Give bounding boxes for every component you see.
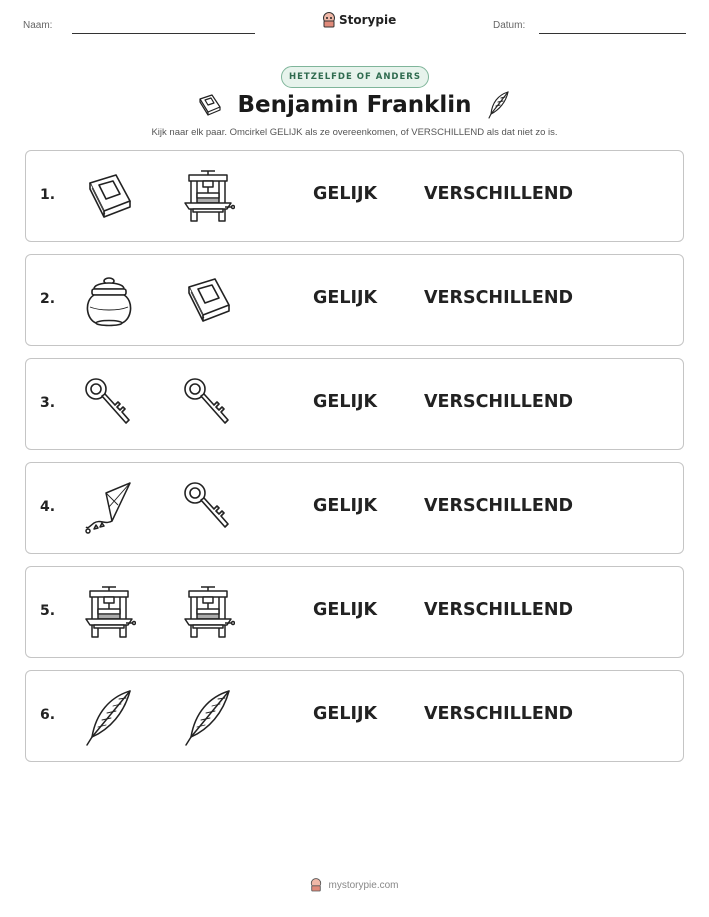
worksheet-type-badge: HETZELFDE OF ANDERS — [281, 66, 429, 88]
brand-logo — [322, 12, 396, 28]
storypie-mascot-icon — [310, 878, 322, 892]
exercise-number: 1. — [40, 187, 56, 203]
exercise-number: 6. — [40, 707, 56, 723]
quill-icon — [82, 687, 136, 747]
book-icon — [197, 93, 223, 117]
option-verschillend[interactable]: VERSCHILLEND — [424, 600, 574, 620]
printing-press-icon — [181, 167, 235, 227]
title-row — [0, 90, 709, 120]
exercise-number: 2. — [40, 291, 56, 307]
exercise-card — [25, 150, 684, 242]
key-icon — [82, 375, 136, 435]
option-verschillend[interactable]: VERSCHILLEND — [424, 184, 574, 204]
page-title: Benjamin Franklin — [237, 92, 472, 118]
option-verschillend[interactable]: VERSCHILLEND — [424, 496, 574, 516]
book-icon — [181, 271, 235, 331]
exercise-number: 3. — [40, 395, 56, 411]
option-verschillend[interactable]: VERSCHILLEND — [424, 704, 574, 724]
exercise-card — [25, 670, 684, 762]
option-verschillend[interactable]: VERSCHILLEND — [424, 288, 574, 308]
book-icon — [82, 167, 136, 227]
option-gelijk[interactable]: GELIJK — [313, 704, 378, 724]
option-gelijk[interactable]: GELIJK — [313, 288, 378, 308]
option-gelijk[interactable]: GELIJK — [313, 496, 378, 516]
date-field[interactable] — [539, 33, 686, 34]
quill-icon — [181, 687, 235, 747]
printing-press-icon — [181, 583, 235, 643]
brand-name: Storypie — [339, 13, 397, 27]
quill-icon — [486, 90, 512, 120]
storypie-mascot-icon — [322, 12, 336, 28]
name-label: Naam: — [23, 20, 53, 31]
option-gelijk[interactable]: GELIJK — [313, 392, 378, 412]
kite-icon — [82, 479, 136, 539]
exercise-card — [25, 254, 684, 346]
exercise-card — [25, 462, 684, 554]
exercise-card — [25, 566, 684, 658]
exercise-number: 5. — [40, 603, 56, 619]
printing-press-icon — [82, 583, 136, 643]
footer-url[interactable]: mystorypie.com — [328, 879, 399, 891]
jar-icon — [82, 271, 136, 331]
key-icon — [181, 375, 235, 435]
footer — [0, 878, 709, 892]
date-label: Datum: — [493, 20, 526, 31]
instructions: Kijk naar elk paar. Omcirkel GELIJK als ze overeenkomen, of VERSCHILLEND als dat niet zo is. — [151, 127, 558, 138]
name-field[interactable] — [72, 33, 255, 34]
option-gelijk[interactable]: GELIJK — [313, 184, 378, 204]
exercise-card — [25, 358, 684, 450]
exercise-number: 4. — [40, 499, 56, 515]
option-gelijk[interactable]: GELIJK — [313, 600, 378, 620]
option-verschillend[interactable]: VERSCHILLEND — [424, 392, 574, 412]
key-icon — [181, 479, 235, 539]
